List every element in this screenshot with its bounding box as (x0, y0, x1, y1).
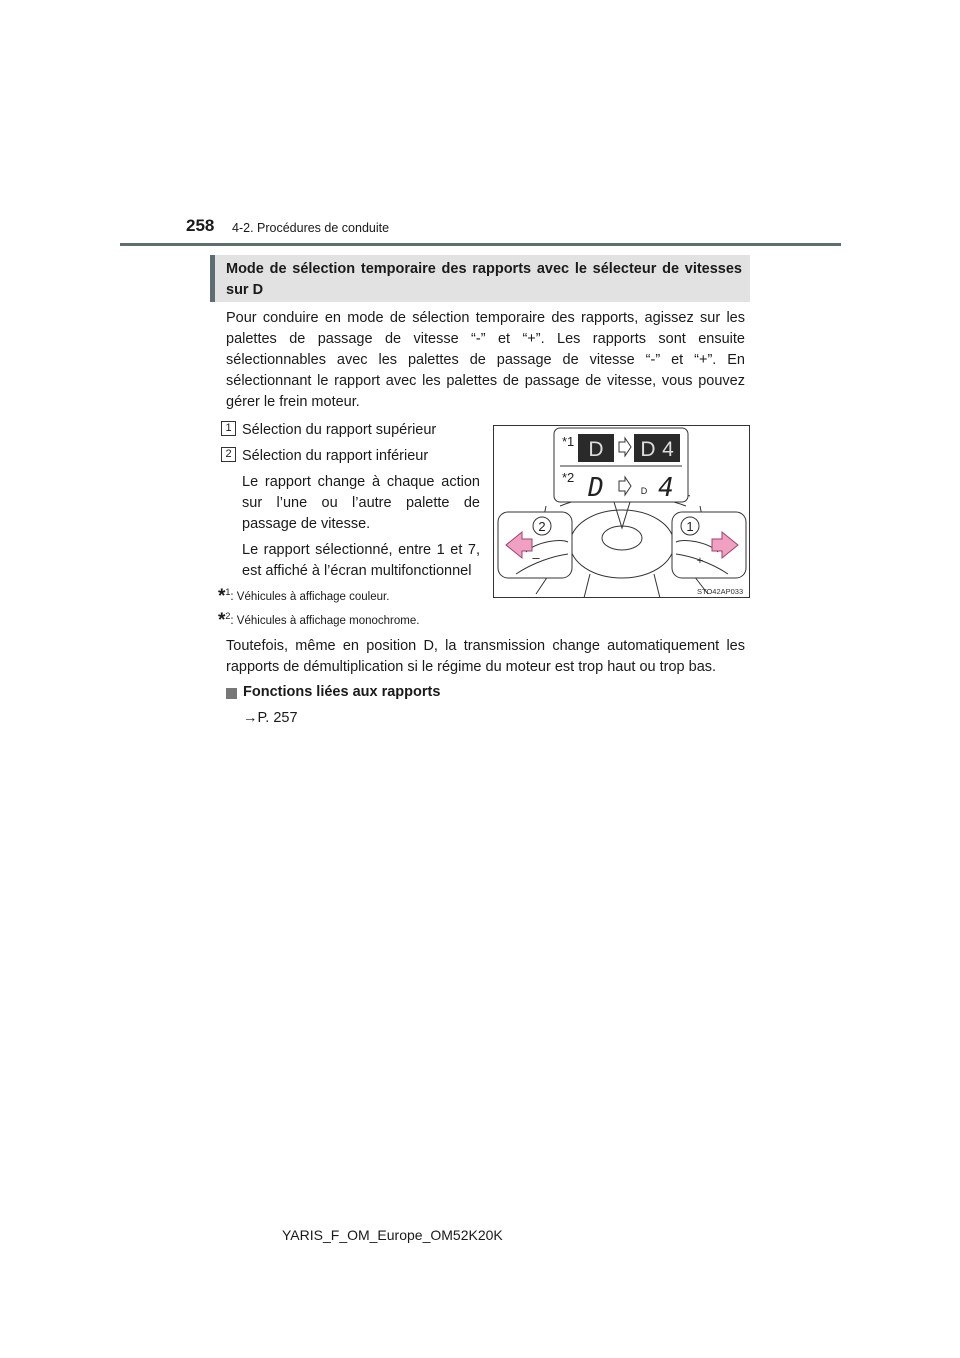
figure-code: STO42AP033 (697, 587, 744, 596)
item-number-2: 2 (221, 447, 236, 462)
paddle-shift-illustration (494, 426, 750, 598)
mono-d-label: D (588, 473, 604, 503)
subsection-title: Fonctions liées aux rapports (243, 684, 441, 700)
gear-change-paragraph: Le rapport change à chaque action sur l’une ou l’autre palette de passage de vitesse. (242, 474, 480, 532)
item-number-1: 1 (221, 421, 236, 436)
arrow-right-icon: → (243, 710, 258, 726)
item-label-2: Sélection du rapport inférieur (242, 448, 429, 464)
footnote-text: : Véhicules à affichage couleur. (230, 591, 390, 603)
section-heading (210, 255, 750, 302)
gear-d4-4-label: 4 (662, 438, 674, 461)
plus-label: + (696, 555, 704, 567)
page-reference-text: P. 257 (257, 710, 298, 726)
section-title: Mode de sélection temporaire des rapports avec le sélecteur de vitesses sur D (226, 261, 742, 298)
header-rule (120, 243, 841, 246)
mono-small-d-label: D (640, 486, 648, 496)
footnote-number: 2 (225, 611, 231, 622)
square-bullet-icon (226, 688, 237, 699)
footnote-1 (218, 586, 389, 608)
page-number: 258 (186, 216, 215, 235)
gear-d4-d-label: D (640, 438, 656, 461)
item-label-1: Sélection du rapport supérieur (242, 422, 437, 438)
footer-code: YARIS_F_OM_Europe_OM52K20K (282, 1227, 503, 1243)
callout-2-label: 2 (538, 519, 546, 534)
minus-label: – (532, 550, 540, 565)
footnote-star: * (218, 610, 226, 631)
footnote-2 (218, 610, 419, 632)
note-star-1: *1 (562, 434, 575, 449)
footnote-number: 1 (225, 587, 231, 598)
paddle-shift-figure (493, 425, 750, 598)
intro-paragraph: Pour conduire en mode de sélection temporaire des rapports, agissez sur les palettes de passage de vitesse “-” et “+”. Les rapports sont ensuite sélectionnables avec les palettes de passage de vitesse “-” et “+”. En sélectionnant le rapport avec les palettes de passage de vitesse, vous pouvez gérer le frein moteur. (226, 310, 745, 410)
auto-change-paragraph: Toutefois, même en position D, la transmission change automatiquement les rapports de démultiplication si le régime du moteur est trop haut ou trop bas. (226, 638, 745, 675)
speech-pointer (614, 502, 630, 528)
mono-4-label: 4 (658, 473, 674, 503)
page-reference (243, 710, 298, 726)
callout-1-label: 1 (686, 519, 694, 534)
gear-d-label: D (588, 438, 604, 461)
footnote-text: : Véhicules à affichage monochrome. (230, 615, 420, 627)
chapter-title: 4-2. Procédures de conduite (232, 221, 390, 235)
note-star-2: *2 (562, 470, 575, 485)
footnote-star: * (218, 586, 226, 607)
gear-display-paragraph: Le rapport sélectionné, entre 1 et 7, est affiché à l’écran multifonctionnel (242, 542, 480, 579)
